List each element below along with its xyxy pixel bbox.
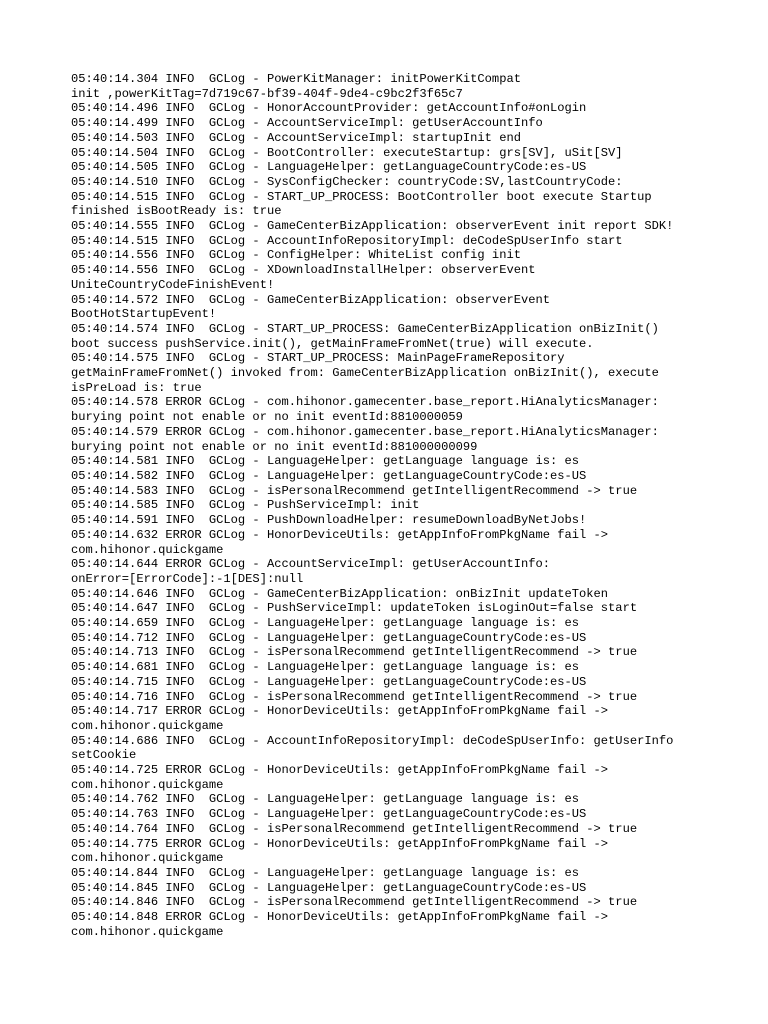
log-line: 05:40:14.575 INFO GCLog - START_UP_PROCESS: MainPageFrameRepository	[71, 351, 565, 366]
log-line: 05:40:14.504 INFO GCLog - BootController: executeStartup: grs[SV], uSit[SV]	[71, 145, 623, 160]
log-line: 05:40:14.496 INFO GCLog - HonorAccountProvider: getAccountInfo#onLogin	[71, 101, 587, 116]
log-line: 05:40:14.510 INFO GCLog - SysConfigChecker: countryCode:SV,lastCountryCode:	[71, 174, 623, 189]
log-line: burying point not enable or no init eventId:8810000059	[71, 410, 463, 425]
log-line: 05:40:14.763 INFO GCLog - LanguageHelper: getLanguageCountryCode:es-US	[71, 807, 587, 822]
log-line: 05:40:14.515 INFO GCLog - AccountInfoRepositoryImpl: deCodeSpUserInfo start	[71, 233, 623, 248]
log-line: boot success pushService.init(), getMainFrameFromNet(true) will execute.	[71, 336, 594, 351]
log-line: getMainFrameFromNet() invoked from: GameCenterBizApplication onBizInit(), execute	[71, 366, 659, 381]
log-line: 05:40:14.499 INFO GCLog - AccountServiceImpl: getUserAccountInfo	[71, 116, 543, 131]
log-line: onError=[ErrorCode]:-1[DES]:null	[71, 571, 304, 586]
log-line: com.hihonor.quickgame	[71, 851, 224, 866]
log-line: 05:40:14.659 INFO GCLog - LanguageHelper: getLanguage language is: es	[71, 616, 580, 631]
log-line: 05:40:14.762 INFO GCLog - LanguageHelper: getLanguage language is: es	[71, 792, 580, 807]
log-line: 05:40:14.578 ERROR GCLog - com.hihonor.gamecenter.base_report.HiAnalyticsManager:	[71, 395, 659, 410]
log-line: 05:40:14.644 ERROR GCLog - AccountServiceImpl: getUserAccountInfo:	[71, 557, 550, 572]
log-line: 05:40:14.844 INFO GCLog - LanguageHelper: getLanguage language is: es	[71, 865, 580, 880]
log-line: 05:40:14.572 INFO GCLog - GameCenterBizApplication: observerEvent	[71, 292, 550, 307]
log-line: com.hihonor.quickgame	[71, 777, 224, 792]
log-line: 05:40:14.715 INFO GCLog - LanguageHelper: getLanguageCountryCode:es-US	[71, 674, 587, 689]
log-line: com.hihonor.quickgame	[71, 924, 224, 939]
log-line: 05:40:14.848 ERROR GCLog - HonorDeviceUtils: getAppInfoFromPkgName fail ->	[71, 910, 609, 925]
log-line: 05:40:14.646 INFO GCLog - GameCenterBizApplication: onBizInit updateToken	[71, 586, 609, 601]
log-document	[71, 72, 731, 939]
log-line: BootHotStartupEvent!	[71, 307, 217, 322]
log-line: 05:40:14.555 INFO GCLog - GameCenterBizApplication: observerEvent init report SDK!	[71, 219, 674, 234]
log-line: 05:40:14.503 INFO GCLog - AccountServiceImpl: startupInit end	[71, 130, 521, 145]
log-line: 05:40:14.647 INFO GCLog - PushServiceImpl: updateToken isLoginOut=false start	[71, 601, 638, 616]
log-line: com.hihonor.quickgame	[71, 542, 224, 557]
log-line: 05:40:14.591 INFO GCLog - PushDownloadHelper: resumeDownloadByNetJobs!	[71, 513, 587, 528]
log-line: 05:40:14.579 ERROR GCLog - com.hihonor.gamecenter.base_report.HiAnalyticsManager:	[71, 424, 659, 439]
log-line: UniteCountryCodeFinishEvent!	[71, 277, 275, 292]
log-line: finished isBootReady is: true	[71, 204, 282, 219]
log-line: 05:40:14.681 INFO GCLog - LanguageHelper: getLanguage language is: es	[71, 660, 580, 675]
log-line: 05:40:14.775 ERROR GCLog - HonorDeviceUtils: getAppInfoFromPkgName fail ->	[71, 836, 609, 851]
log-line: 05:40:14.686 INFO GCLog - AccountInfoRepositoryImpl: deCodeSpUserInfo: getUserInfo	[71, 733, 674, 748]
log-line: isPreLoad is: true	[71, 380, 202, 395]
log-line: com.hihonor.quickgame	[71, 718, 224, 733]
log-line: 05:40:14.725 ERROR GCLog - HonorDeviceUtils: getAppInfoFromPkgName fail ->	[71, 763, 609, 778]
log-line: init ,powerKitTag=7d719c67-bf39-404f-9de4-c9bc2f3f65c7	[71, 86, 463, 101]
log-line: 05:40:14.556 INFO GCLog - XDownloadInstallHelper: observerEvent	[71, 263, 536, 278]
log-line: setCookie	[71, 748, 137, 763]
log-line: 05:40:14.717 ERROR GCLog - HonorDeviceUtils: getAppInfoFromPkgName fail ->	[71, 704, 609, 719]
log-line: 05:40:14.846 INFO GCLog - isPersonalRecommend getIntelligentRecommend -> true	[71, 895, 638, 910]
log-line: 05:40:14.712 INFO GCLog - LanguageHelper: getLanguageCountryCode:es-US	[71, 630, 587, 645]
log-line: 05:40:14.764 INFO GCLog - isPersonalRecommend getIntelligentRecommend -> true	[71, 821, 638, 836]
log-line: 05:40:14.304 INFO GCLog - PowerKitManager: initPowerKitCompat	[71, 72, 521, 86]
log-line: 05:40:14.845 INFO GCLog - LanguageHelper: getLanguageCountryCode:es-US	[71, 880, 587, 895]
log-line: 05:40:14.583 INFO GCLog - isPersonalRecommend getIntelligentRecommend -> true	[71, 483, 638, 498]
log-line: 05:40:14.716 INFO GCLog - isPersonalRecommend getIntelligentRecommend -> true	[71, 689, 638, 704]
log-line: 05:40:14.581 INFO GCLog - LanguageHelper: getLanguage language is: es	[71, 454, 580, 469]
log-line: burying point not enable or no init eventId:881000000099	[71, 439, 478, 454]
log-line: 05:40:14.585 INFO GCLog - PushServiceImpl: init	[71, 498, 420, 513]
log-line: 05:40:14.713 INFO GCLog - isPersonalRecommend getIntelligentRecommend -> true	[71, 645, 638, 660]
log-line: 05:40:14.505 INFO GCLog - LanguageHelper: getLanguageCountryCode:es-US	[71, 160, 587, 175]
log-line: 05:40:14.582 INFO GCLog - LanguageHelper: getLanguageCountryCode:es-US	[71, 468, 587, 483]
log-line: 05:40:14.632 ERROR GCLog - HonorDeviceUtils: getAppInfoFromPkgName fail ->	[71, 527, 609, 542]
log-line: 05:40:14.515 INFO GCLog - START_UP_PROCESS: BootController boot execute Startup	[71, 189, 652, 204]
log-line: 05:40:14.556 INFO GCLog - ConfigHelper: WhiteList config init	[71, 248, 521, 263]
log-line: 05:40:14.574 INFO GCLog - START_UP_PROCESS: GameCenterBizApplication onBizInit()	[71, 321, 659, 336]
